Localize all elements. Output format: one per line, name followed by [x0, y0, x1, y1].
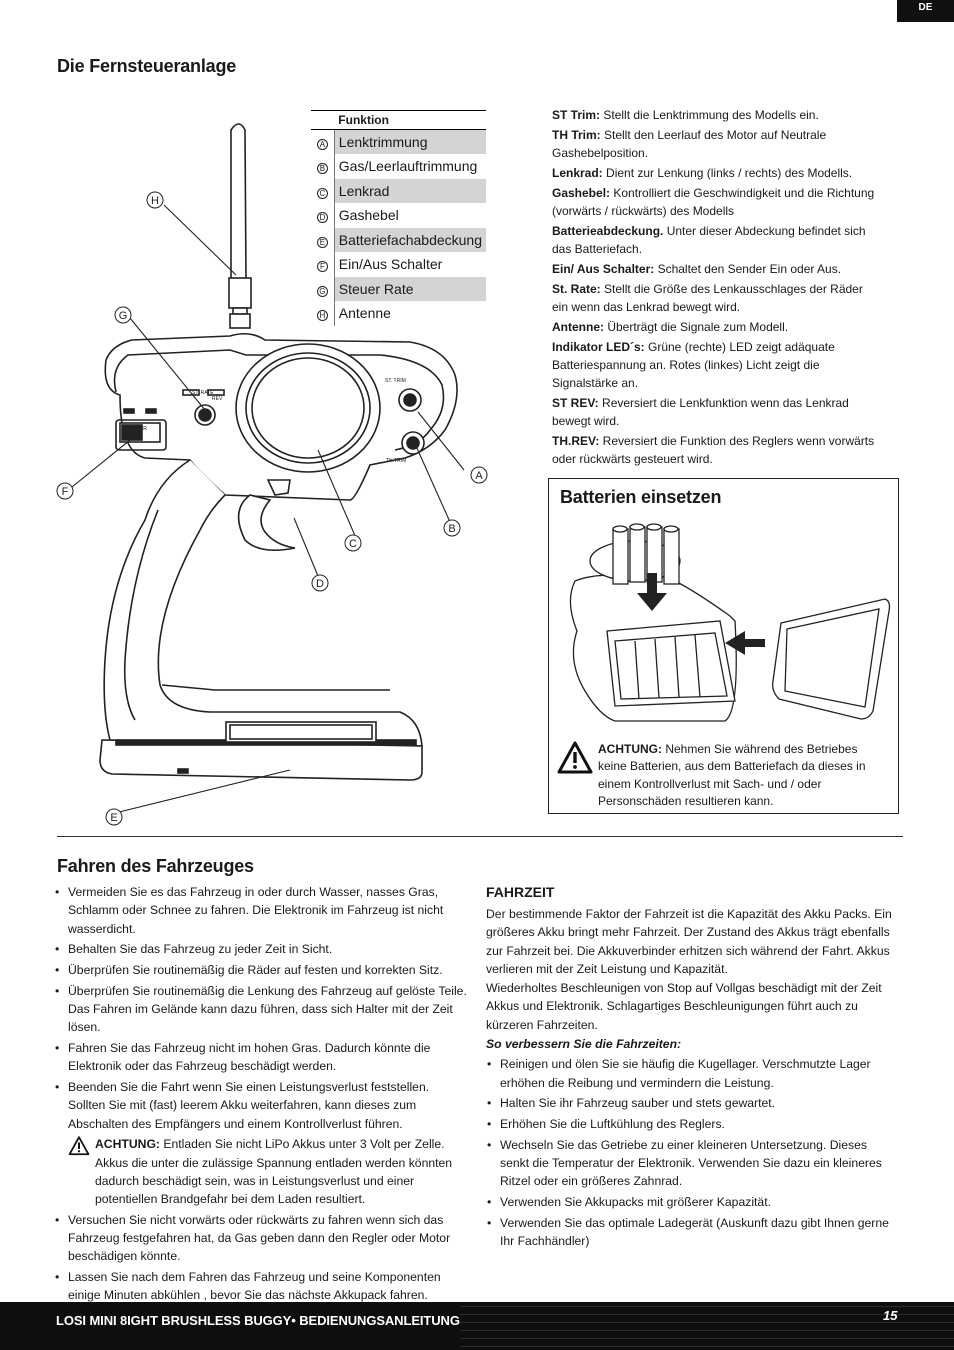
function-table-header: Funktion — [334, 111, 486, 130]
power-label: POWER — [128, 426, 147, 432]
function-key: G — [317, 286, 328, 297]
list-item: • Wechseln Sie das Getriebe zu einer kleineren Untersetzung. Dieses senkt die Temperatur der Elektronik. Verwenden Sie dazu ein kleineres Ritzel oder ein größeres Zahnrad. — [486, 1136, 896, 1191]
footer-pattern — [460, 1302, 954, 1350]
callout-label-h: H — [151, 195, 159, 207]
function-key: F — [317, 261, 328, 272]
list-item: • Überprüfen Sie routinemäßig die Räder auf festen und korrekten Sitz. — [54, 961, 468, 979]
warning-icon — [557, 741, 593, 775]
battery-install-box — [548, 478, 899, 814]
function-row — [311, 154, 486, 179]
fahrzeit-heading: FAHRZEIT — [486, 884, 555, 900]
language-tab: DE — [897, 0, 954, 22]
description-item: ST Trim: Stellt die Lenktrimmung des Modells ein. — [552, 108, 819, 122]
section-title-transmitter: Die Fernsteueranlage — [57, 56, 237, 76]
function-key: E — [317, 237, 328, 248]
description-item: Lenkrad: Dient zur Lenkung (links / rechts) des Modells. — [552, 165, 853, 180]
battery-install-illustration — [555, 521, 893, 731]
function-key: A — [317, 139, 328, 150]
fahrzeit-paragraph: Der bestimmende Faktor der Fahrzeit ist die Kapazität des Akku Packs. Ein größeres Akku bringt mehr Fahrzeit. Der Zustand des Akkus trägt ebenfalls zur Fahrzeit bei. Die Akkuverbinder erhitzen sich während der Fahrt. Akkus verlieren mit der Zeit Leistung und Kapazität. — [486, 907, 892, 976]
list-item: • Halten Sie ihr Fahrzeug sauber und stets gewartet. — [486, 1094, 896, 1112]
function-row — [311, 252, 486, 277]
driving-bullet-list — [54, 883, 468, 1307]
fahrzeit-paragraph: Wiederholtes Beschleunigen von Stop auf Vollgas beschädigt mit der Zeit Akkus und Elektronik. Schlagartiges Beschleunigungen führt auch zu kürzeren Fahrzeiten. — [486, 981, 882, 1032]
th-trim-label: TH.TRIM — [386, 458, 407, 464]
callout-label-e: E — [110, 812, 118, 824]
function-key: C — [317, 188, 328, 199]
callout-label-f: F — [61, 486, 69, 498]
fahrzeit-tips — [486, 1055, 896, 1250]
function-label: Lenktrimmung — [334, 130, 486, 155]
list-item: • Reinigen und ölen Sie sie häufig die Kugellager. Verschmutzte Lager erhöhen die Reibung und vermindern die Leistung. — [486, 1055, 896, 1092]
lipo-warning: ACHTUNG: Entladen Sie nicht LiPo Akkus unter 3 Volt per Zelle. Akkus die unter die zulässige Spannung entladen werden könnten dadurch beschädigt sein, was in Leistungsverlust und einer potentiellen Brandgefahr bei dem Laden resultiert. — [68, 1135, 468, 1208]
list-item: • Lassen Sie nach dem Fahren das Fahrzeug und seine Komponenten einige Minuten abkühlen , bevor Sie das nächste Akkupack fahren. — [54, 1268, 468, 1305]
function-label: Gas/Leerlauftrimmung — [338, 158, 478, 175]
list-item: • Vermeiden Sie es das Fahrzeug in oder durch Wasser, nasses Gras, Schlamm oder Schnee zu fahren. Die Elektronik im Fahrzeug ist nicht wasserdicht. — [54, 883, 468, 938]
st-trim-label: ST. TRIM — [385, 378, 406, 384]
description-item: Indikator LED´s: Grüne (rechte) LED zeigt adäquate Batteriespannung an. Rotes (linkes) Licht zeigt die Signalstärke an. — [552, 339, 835, 391]
function-row — [311, 130, 486, 155]
list-item: • Erhöhen Sie die Luftkühlung des Reglers. — [486, 1115, 896, 1133]
description-item: TH.REV: Reversiert die Funktion des Reglers wenn vorwärts oder rückwärts gesteuert wird. — [552, 434, 875, 467]
list-item: • Verwenden Sie das optimale Ladegerät (Auskunft dazu gibt Ihnen gerne Ihr Fachhändler) — [486, 1214, 896, 1251]
page-footer — [0, 1302, 954, 1350]
list-item: • Behalten Sie das Fahrzeug zu jeder Zeit in Sicht. — [54, 940, 468, 958]
rev-label: REV — [212, 396, 223, 402]
function-label: Ein/Aus Schalter — [338, 256, 443, 273]
footer-title: LOSI MINI 8IGHT BRUSHLESS BUGGY• BEDIENUNGSANLEITUNG — [56, 1313, 460, 1328]
function-key: H — [317, 310, 328, 321]
function-label: Lenkrad — [334, 179, 486, 204]
function-row — [311, 228, 486, 253]
control-descriptions — [552, 106, 882, 470]
fahrzeit-body — [486, 905, 896, 1253]
function-key: B — [317, 163, 328, 174]
description-item: Gashebel: Kontrolliert die Geschwindigkeit und die Richtung (vorwärts / rückwärts) des Modells — [552, 185, 875, 218]
function-row — [311, 203, 486, 228]
function-row — [311, 301, 486, 326]
description-item: Batterieabdeckung. Unter dieser Abdeckung befindet sich das Batteriefach. — [552, 223, 866, 257]
function-row — [311, 179, 486, 204]
callout-label-c: C — [349, 538, 357, 550]
function-label: Steuer Rate — [334, 277, 486, 302]
section-title-driving: Fahren des Fahrzeuges — [57, 856, 254, 876]
description-item: Antenne: Überträgt die Signale zum Modell. — [552, 319, 789, 334]
description-item: St. Rate: Stellt die Größe des Lenkausschlages der Räder ein wenn das Lenkrad bewegt wird. — [552, 281, 863, 314]
function-key: D — [317, 212, 328, 223]
description-item: TH Trim: Stellt den Leerlauf des Motor auf Neutrale Gashebelposition. — [552, 127, 827, 161]
warning-icon — [68, 1136, 90, 1156]
callout-label-b: B — [448, 523, 456, 535]
list-item: • Überprüfen Sie routinemäßig die Lenkung des Fahrzeug auf gelöste Teile. Das Fahren im Gelände kann dazu führen, dass sich Halter mit der Zeit lösen. — [54, 982, 468, 1037]
description-item: ST REV: Reversiert die Lenkfunktion wenn das Lenkrad bewegt wird. — [552, 395, 849, 429]
list-item: • Beenden Sie die Fahrt wenn Sie einen Leistungsverlust feststellen. Sollten Sie mit (fast) leerem Akku weiterfahren, kann dieses zum Abschalten des Empfängers und einem Kontrollverlust führen. — [54, 1078, 468, 1133]
list-item: • Verwenden Sie Akkupacks mit größerer Kapazität. — [486, 1193, 896, 1211]
battery-warning-text: ACHTUNG: Nehmen Sie während des Betriebes keine Batterien, aus dem Batteriefach da dieses in einem Kontrollverlust mit Sach- und / oder Personschäden resultieren kann. — [598, 742, 866, 809]
page-number: 15 — [883, 1308, 898, 1323]
section-divider — [57, 836, 903, 837]
list-item: • Versuchen Sie nicht vorwärts oder rückwärts zu fahren wenn sich das Fahrzeug festgefahren hat, da Gas geben dann den Regler oder Motor beschädigen könnte. — [54, 1211, 468, 1266]
function-label: Antenne — [338, 305, 391, 322]
description-item: Ein/ Aus Schalter: Schaltet den Sender Ein oder Aus. — [552, 261, 842, 276]
st-rate-label: ST. RATE — [192, 390, 214, 396]
battery-section-title: Batterien einsetzen — [560, 487, 722, 507]
function-label: Gashebel — [338, 207, 399, 224]
callout-label-a: A — [475, 470, 483, 482]
function-label: Batteriefachabdeckung — [334, 228, 486, 253]
function-row — [311, 277, 486, 302]
fahrzeit-subheading: So verbessern Sie die Fahrzeiten: — [486, 1037, 682, 1052]
callout-label-d: D — [316, 578, 324, 590]
list-item: • Fahren Sie das Fahrzeug nicht im hohen Gras. Dadurch könnte die Elektronik oder das Fahrzeug beschädigt werden. — [54, 1039, 468, 1076]
function-table — [311, 110, 486, 326]
callout-label-g: G — [118, 310, 128, 322]
